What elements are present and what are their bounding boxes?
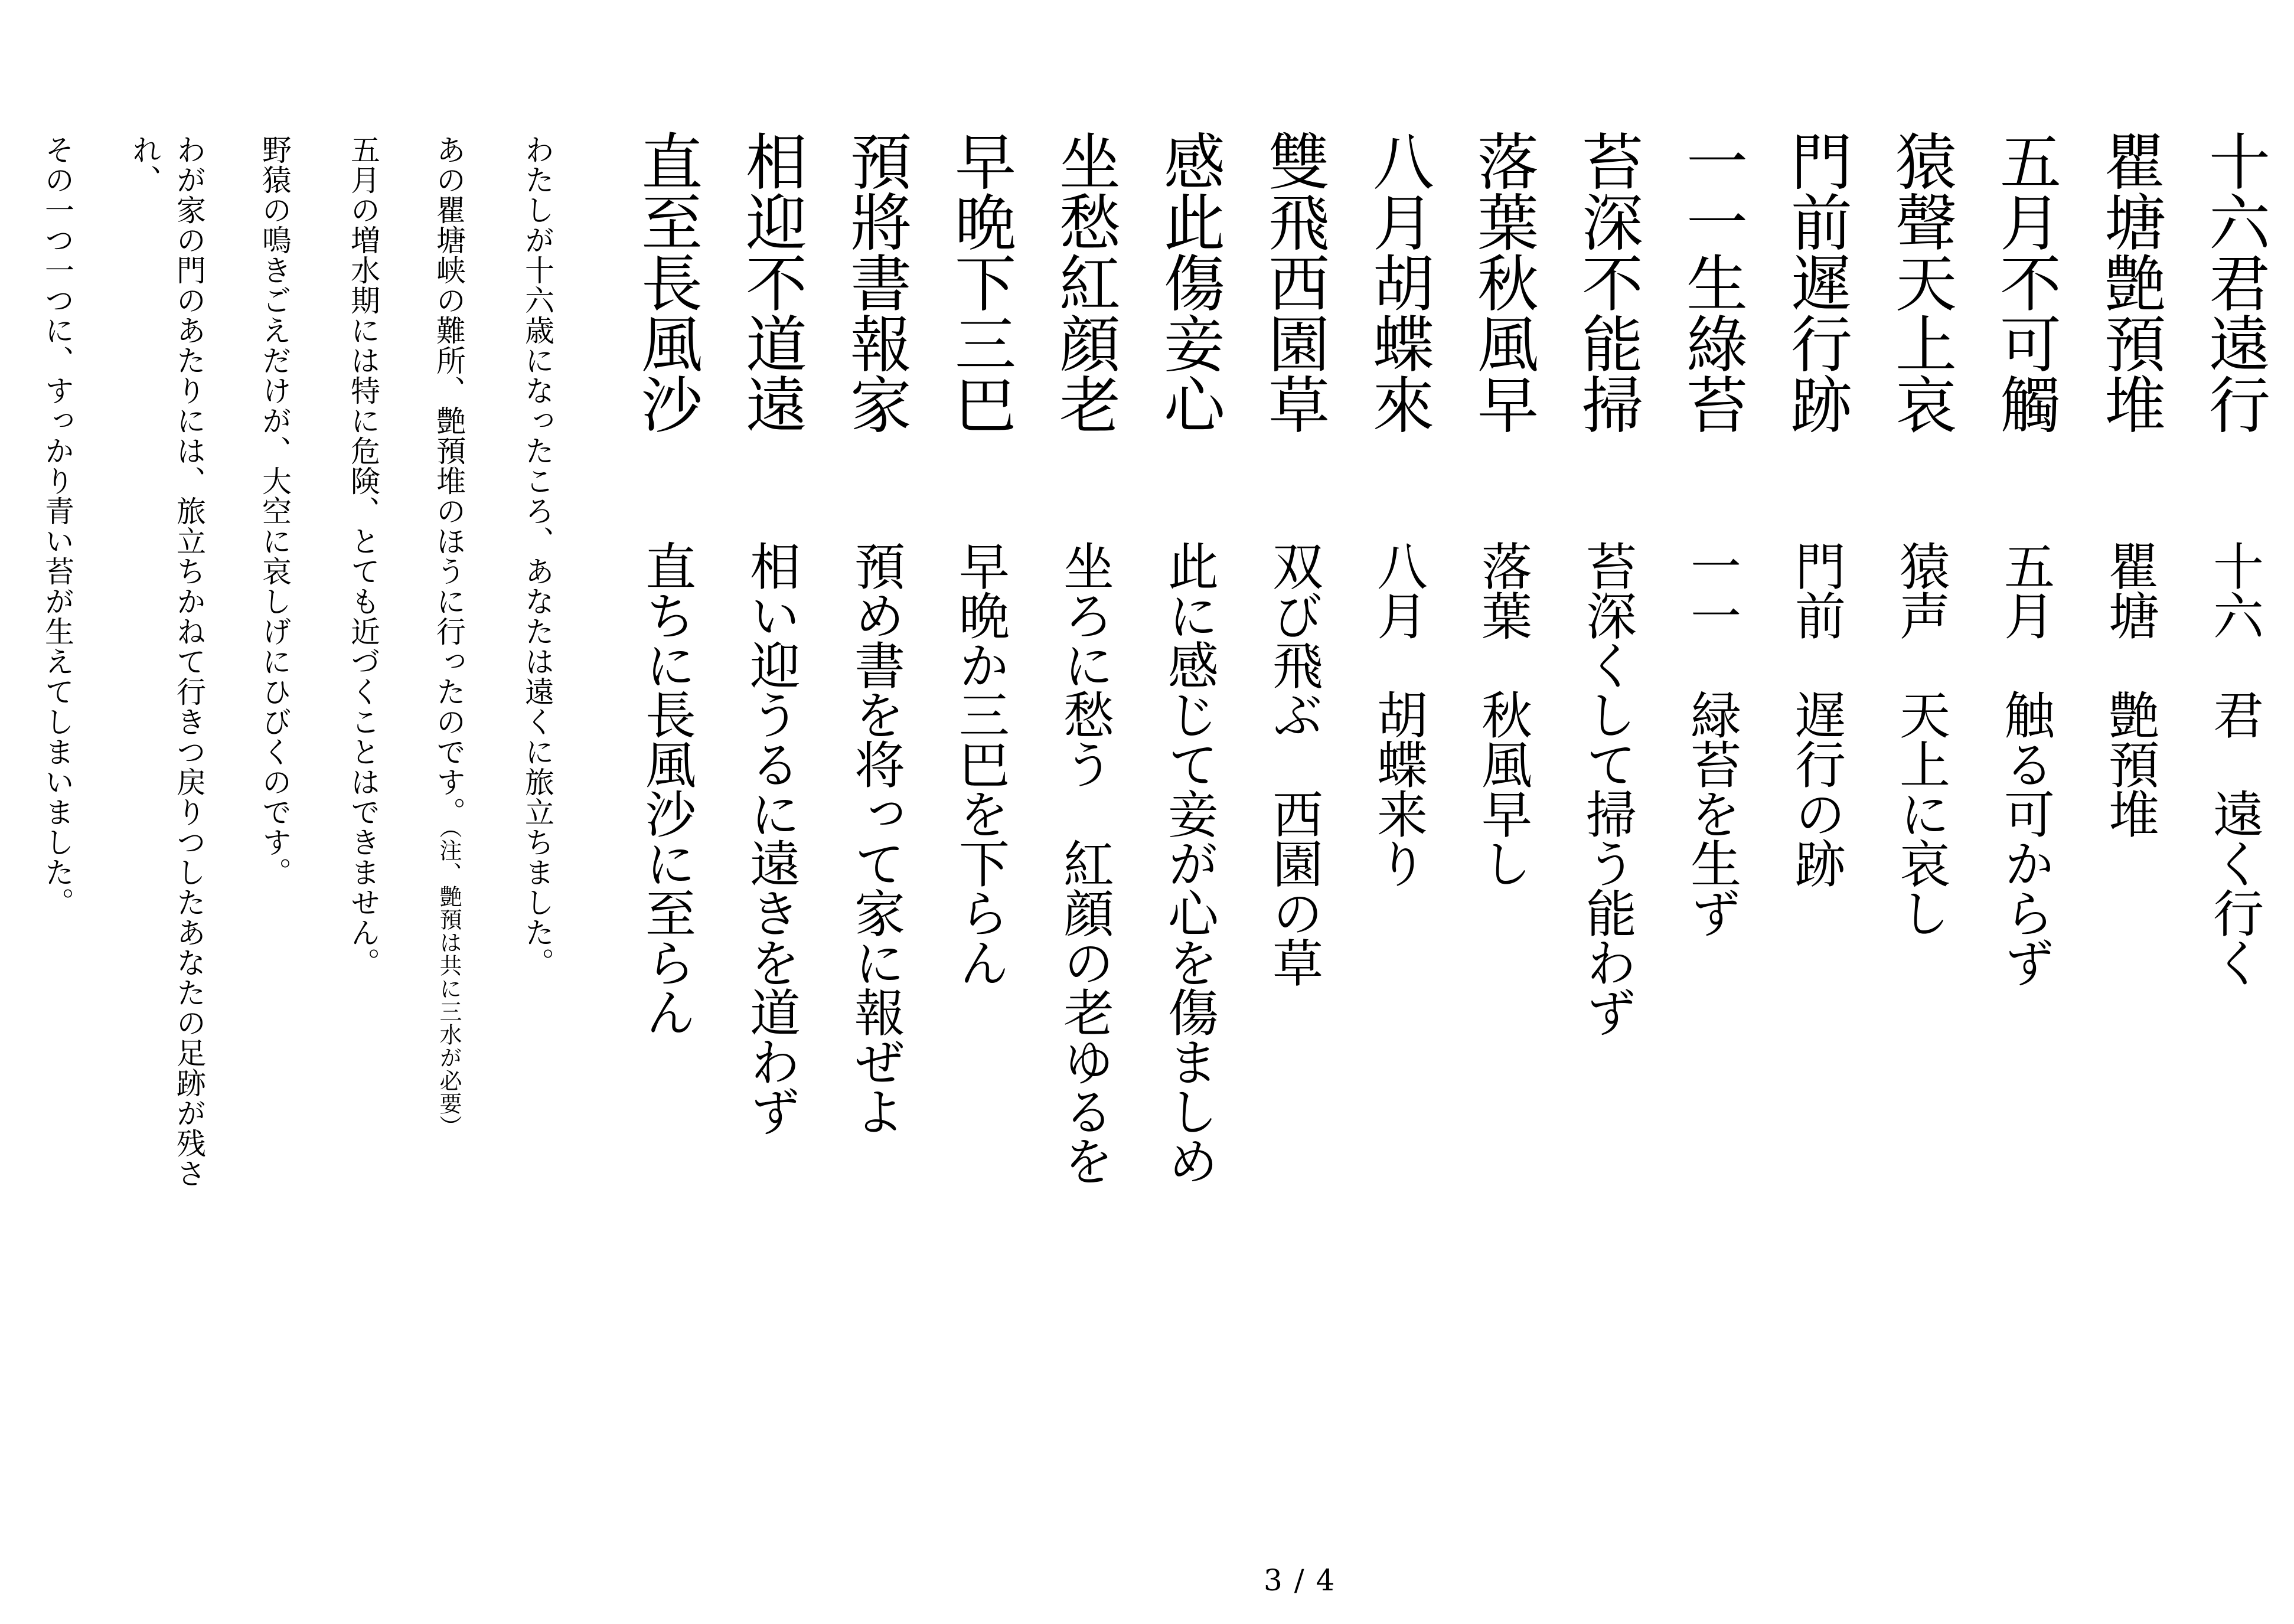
poem-line: 直至長風沙 xyxy=(631,130,703,434)
translation-line: わが家の門のあたりには、旅立ちかねて行きつ戻りつしたあなたの足跡が残さ xyxy=(172,135,206,1188)
page-number: 3 / 4 xyxy=(1264,1563,1336,1597)
reading-line: 早晩か三巴を下らん xyxy=(950,540,1009,986)
reading-line: 五月 触る可からず xyxy=(1995,540,2054,986)
translation-note: （注、艶預は共に三水が必要） xyxy=(436,827,462,1138)
poem-line: 相迎不道遠 xyxy=(735,130,807,434)
poem-line: 瞿塘艶預堆 xyxy=(2094,130,2166,434)
reading-line: 相い迎うるに遠きを道わず xyxy=(741,540,800,1135)
poem-line: 早晩下三巴 xyxy=(944,130,1016,434)
poem-line: 門前遲行跡 xyxy=(1780,130,1852,434)
poem-line: 五月不可觸 xyxy=(1989,130,2061,434)
translation-line: わたしが十六歳になったころ、あなたは遠くに旅立ちました。 xyxy=(520,135,554,978)
translation-line: れ、 xyxy=(128,135,162,195)
reading-line: 瞿塘 艶預堆 xyxy=(2100,540,2159,838)
poem-line: 坐愁紅顔老 xyxy=(1049,130,1121,434)
translation-line: あの瞿塘峡の難所、艶預堆のほうに行ったのです。（注、艶預は共に三水が必要） xyxy=(432,135,466,1138)
poem-line: 落葉秋風早 xyxy=(1467,130,1539,434)
reading-line: 苔深くして掃う能わず xyxy=(1577,540,1636,1036)
poem-line: 猿聲天上哀 xyxy=(1885,130,1957,434)
poem-line: 感此傷妾心 xyxy=(1153,130,1225,434)
poem-line: 十六君遠行 xyxy=(2198,130,2270,434)
reading-line: 坐ろに愁う 紅顔の老ゆるを xyxy=(1055,540,1114,1185)
poem-line: 一一生綠苔 xyxy=(1676,130,1748,434)
reading-line: 八月 胡蝶来り xyxy=(1368,540,1427,887)
reading-line: 落葉 秋風早し xyxy=(1473,540,1532,887)
reading-line: 双び飛ぶ 西園の草 xyxy=(1264,540,1323,986)
poem-line: 預將書報家 xyxy=(840,130,912,434)
translation-line: 野猿の鳴きごえだけが、大空に哀しげにひびくのです。 xyxy=(257,135,292,887)
reading-line: 猿声 天上に哀し xyxy=(1891,540,1950,937)
poem-line: 苔深不能掃 xyxy=(1571,130,1643,434)
reading-line: 十六 君 遠く行く xyxy=(2204,540,2263,986)
reading-line: 直ちに長風沙に至らん xyxy=(637,540,696,1036)
reading-line: 此に感じて妾が心を傷ましめ xyxy=(1159,540,1218,1185)
reading-line: 門前 遅行の跡 xyxy=(1786,540,1845,887)
reading-line: 預め書を将って家に報ぜよ xyxy=(846,540,905,1135)
translation-line: その一つ一つに、すっかり青い苔が生えてしまいました。 xyxy=(40,135,74,917)
poem-line: 八月胡蝶來 xyxy=(1362,130,1434,434)
translation-line: 五月の増水期には特に危険、とても近づくことはできません。 xyxy=(346,135,380,978)
poem-line: 雙飛西園草 xyxy=(1258,130,1330,434)
reading-line: 一一 緑苔を生ず xyxy=(1682,540,1741,937)
